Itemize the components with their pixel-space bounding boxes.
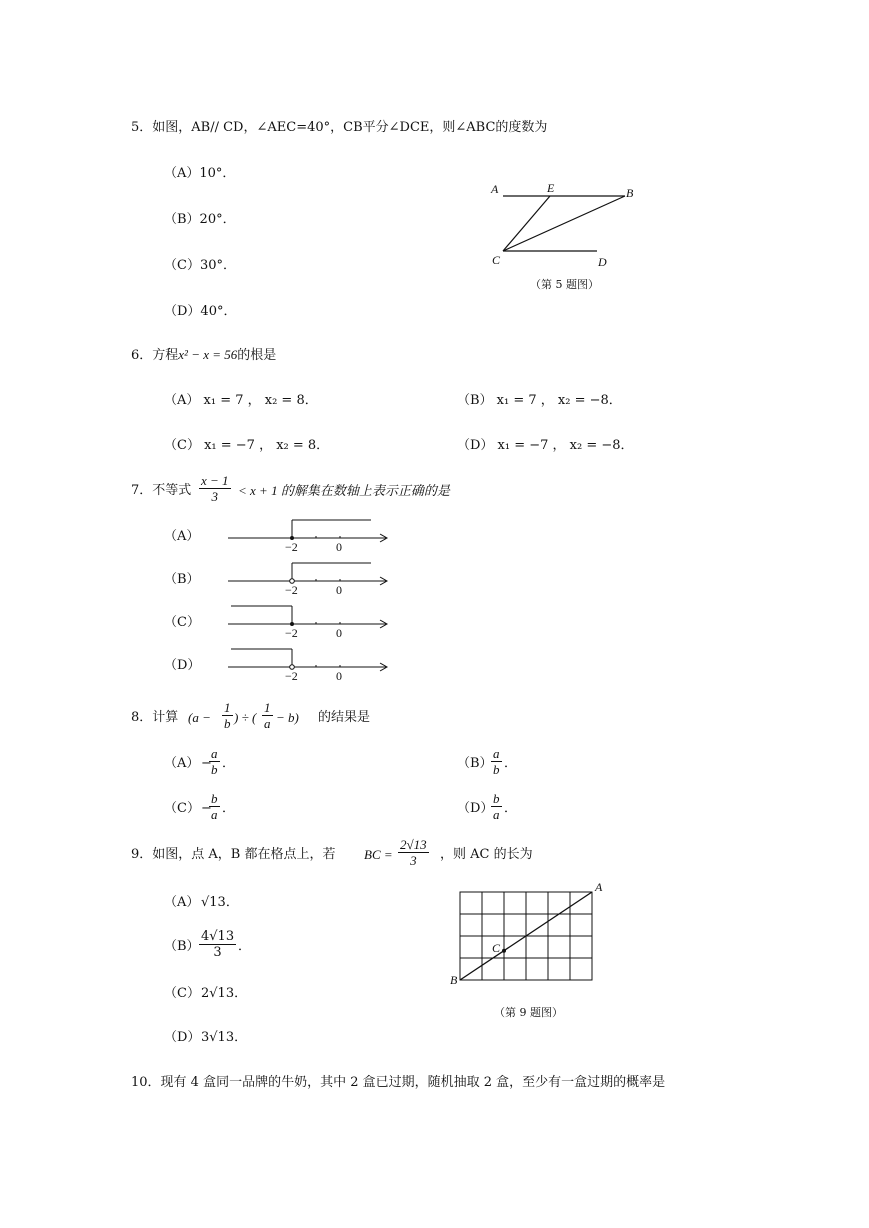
q8-option-a-label: （A） xyxy=(164,756,200,771)
q9-option-a-label: （A） xyxy=(164,895,200,910)
q9-option-b-end: ． xyxy=(238,939,252,954)
q8-stem-prefix: 8．计算 xyxy=(131,710,179,725)
q7-option-c: （C） xyxy=(164,615,200,630)
q8-option-c-sign: − xyxy=(201,801,212,816)
q9-option-b-fraction xyxy=(199,929,236,960)
q9-stem-suffix: ，则 AC 的长为 xyxy=(440,847,533,862)
q9-label-c: C xyxy=(492,941,501,955)
q6-option-a: （A） x₁ = 7 ， x₂ = 8． xyxy=(164,393,318,408)
q5-label-d: D xyxy=(598,255,607,269)
q8-stem-suffix: 的结果是 xyxy=(318,710,371,725)
q7-numberline-a xyxy=(228,518,393,554)
q7-b-tick-0: 0 xyxy=(336,583,342,597)
q8-option-d-num: b xyxy=(493,791,500,806)
q8-option-c-den: a xyxy=(211,807,218,822)
q5-label-e: E xyxy=(547,181,555,195)
q8-option-b-end: ． xyxy=(504,756,518,771)
q9-option-d-text: 3√13． xyxy=(201,1030,248,1045)
q6-option-b: （B） x₁ = 7 ， x₂ = −8． xyxy=(457,393,622,408)
q7-stem-suffix: < x + 1 的解集在数轴上表示正确的是 xyxy=(238,483,450,498)
q5-option-b: （B）20°． xyxy=(164,212,236,227)
q8-option-a-sign: − xyxy=(201,756,212,771)
q9-grid-figure xyxy=(448,880,608,990)
q8-option-d-label: （D） xyxy=(457,801,494,816)
q7-stem-prefix: 7．不等式 xyxy=(131,483,192,498)
q7-d-tick-minus2: −2 xyxy=(285,669,298,683)
q8-option-c-end: ． xyxy=(222,801,236,816)
q6-option-d: （D） x₁ = −7 ， x₂ = −8． xyxy=(457,438,634,453)
q9-option-a-text: √13． xyxy=(201,895,239,910)
q9-option-b-num: 4√13 xyxy=(201,929,235,944)
q7-fraction-num: x − 1 xyxy=(201,473,229,488)
q8-option-c-fraction xyxy=(209,791,220,822)
q6-stem xyxy=(131,347,276,364)
q8-math-1: (a − xyxy=(188,710,211,725)
q8-option-d-fraction xyxy=(491,791,502,822)
q7-b-tick-minus2: −2 xyxy=(285,583,298,597)
q7-option-d: （D） xyxy=(164,658,201,673)
q8-fraction-1-num: 1 xyxy=(224,700,231,715)
q5-option-a: （A）10°． xyxy=(164,166,236,181)
q7-numberline-b xyxy=(228,561,393,597)
q8-option-b-num: a xyxy=(493,746,500,761)
q7-numberline-c xyxy=(228,604,393,640)
q8-option-c-label: （C） xyxy=(164,801,200,816)
q7-c-tick-minus2: −2 xyxy=(285,626,298,640)
q8-math-3: − b) xyxy=(276,710,299,725)
q9-fraction-num: 2√13 xyxy=(400,837,427,852)
q8-option-b-den: b xyxy=(493,762,500,777)
q8-option-a-fraction xyxy=(209,746,220,777)
q9-stem-prefix: 9．如图，点 A，B 都在格点上，若 xyxy=(131,847,336,862)
q8-option-c-num: b xyxy=(211,791,218,806)
q5-label-c: C xyxy=(492,253,501,267)
q7-fraction xyxy=(199,473,231,504)
q7-c-tick-0: 0 xyxy=(336,626,342,640)
q8-fraction-2-num: 1 xyxy=(264,700,271,715)
q9-fraction xyxy=(398,837,429,868)
q7-fraction-den: 3 xyxy=(211,489,219,504)
q10-stem: 10．现有 4 盒同一品牌的牛奶，其中 2 盒已过期，随机抽取 2 盒，至少有一盒过期的概率是 xyxy=(131,1075,666,1090)
q7-option-b: （B） xyxy=(164,572,200,587)
q5-option-c: （C）30°． xyxy=(164,258,236,273)
q9-label-b: B xyxy=(450,973,458,987)
q5-figure xyxy=(485,180,645,270)
q7-a-tick-0: 0 xyxy=(336,540,342,554)
q6-option-c: （C） x₁ = −7 ， x₂ = 8． xyxy=(164,438,330,453)
q9-option-b-den: 3 xyxy=(213,945,222,960)
q5-label-b: B xyxy=(626,186,634,200)
q7-d-tick-0: 0 xyxy=(336,669,342,683)
q8-option-d-den: a xyxy=(493,807,500,822)
q9-fraction-den: 3 xyxy=(410,853,417,868)
q5-label-a: A xyxy=(491,182,499,196)
q8-fraction-1-den: b xyxy=(224,716,231,731)
q9-option-b-label: （B） xyxy=(164,939,200,954)
q9-figure-caption: （第 9 题图） xyxy=(494,1006,563,1019)
q9-math: BC = xyxy=(364,847,393,862)
q5-option-d: （D）40°． xyxy=(164,304,237,319)
q6-stem-suffix: 的根是 xyxy=(237,348,277,363)
q9-option-c-label: （C） xyxy=(164,986,200,1001)
q8-option-a-end: ． xyxy=(222,756,236,771)
q7-numberline-d xyxy=(228,647,393,683)
q6-equation: x² − x = 56 xyxy=(178,347,238,362)
q9-label-a: A xyxy=(595,880,603,894)
q7-option-a: （A） xyxy=(164,529,200,544)
q5-figure-caption: （第 5 题图） xyxy=(530,278,599,291)
q8-option-d-end: ． xyxy=(504,801,518,816)
q7-a-tick-minus2: −2 xyxy=(285,540,298,554)
q9-option-c-text: 2√13． xyxy=(201,986,248,1001)
q8-option-b-label: （B） xyxy=(457,756,493,771)
q6-stem-prefix: 6．方程 xyxy=(131,348,179,363)
q8-option-b-fraction xyxy=(491,746,502,777)
q8-fraction-2-den: a xyxy=(264,716,271,731)
q9-option-d-label: （D） xyxy=(164,1030,201,1045)
q8-fraction-2 xyxy=(262,700,273,731)
q8-option-a-den: b xyxy=(211,762,218,777)
q8-option-a-num: a xyxy=(211,746,218,761)
q5-stem: 5．如图，AB// CD，∠AEC=40°，CB平分∠DCE，则∠ABC的度数为 xyxy=(131,120,548,135)
q8-math-2: ) ÷ ( xyxy=(234,710,257,725)
q8-fraction-1 xyxy=(222,700,233,731)
